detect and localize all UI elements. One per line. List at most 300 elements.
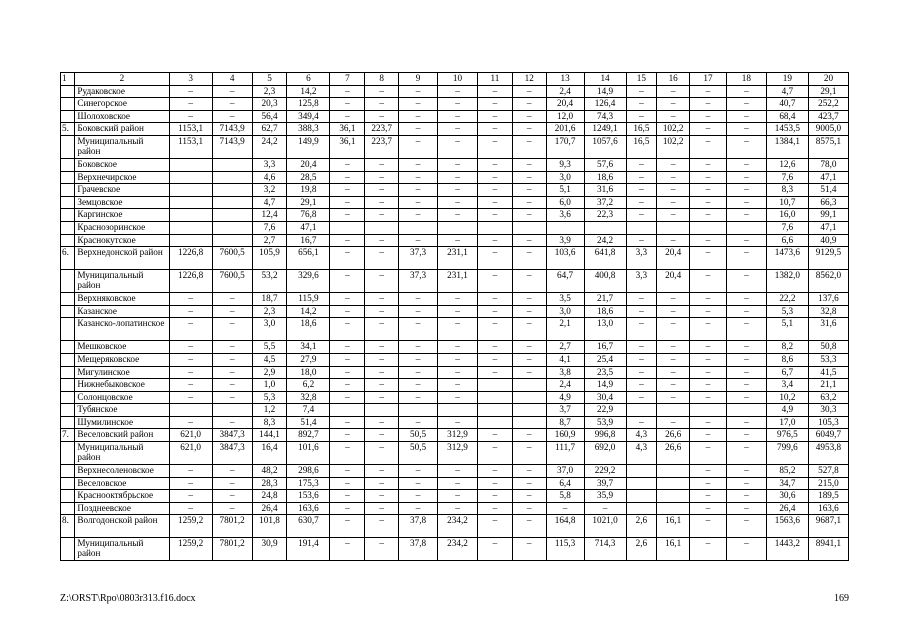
value-cell: 34,7 xyxy=(766,477,808,490)
value-cell: – xyxy=(330,110,365,123)
value-cell: 51,4 xyxy=(808,184,848,197)
value-cell: – xyxy=(657,209,690,222)
value-cell: – xyxy=(626,318,657,341)
value-cell: – xyxy=(626,341,657,354)
value-cell: 20,4 xyxy=(657,270,690,293)
value-cell: – xyxy=(477,341,512,354)
value-cell: 76,8 xyxy=(287,209,330,222)
value-cell: – xyxy=(626,85,657,98)
value-cell: 8,2 xyxy=(766,341,808,354)
value-cell xyxy=(438,221,478,234)
value-cell xyxy=(169,209,212,222)
value-cell: 2,3 xyxy=(252,305,287,318)
value-cell: 349,4 xyxy=(287,110,330,123)
value-cell: – xyxy=(212,85,252,98)
value-cell: 5,5 xyxy=(252,341,287,354)
value-cell xyxy=(512,416,546,429)
value-cell: – xyxy=(365,379,399,392)
value-cell: – xyxy=(438,85,478,98)
value-cell: – xyxy=(546,502,584,515)
value-cell: – xyxy=(399,416,438,429)
value-cell: 3,0 xyxy=(546,171,584,184)
value-cell xyxy=(657,404,690,417)
value-cell: – xyxy=(512,135,546,158)
value-cell: 37,2 xyxy=(584,196,626,209)
value-cell: 4,3 xyxy=(626,429,657,442)
value-cell: – xyxy=(657,318,690,341)
value-cell: 191,4 xyxy=(287,538,330,561)
value-cell: – xyxy=(512,490,546,503)
value-cell: 37,3 xyxy=(399,247,438,270)
value-cell: 234,2 xyxy=(438,538,478,561)
value-cell: 22,9 xyxy=(584,404,626,417)
value-cell xyxy=(330,221,365,234)
value-cell: – xyxy=(626,379,657,392)
row-number-cell xyxy=(61,404,75,417)
value-cell: 252,2 xyxy=(808,98,848,111)
value-cell: – xyxy=(477,196,512,209)
territory-name-cell: Краснокутское xyxy=(75,234,169,247)
data-table xyxy=(60,72,849,561)
column-number-cell: 7 xyxy=(330,73,365,86)
value-cell: – xyxy=(212,477,252,490)
value-cell: – xyxy=(477,442,512,465)
value-cell: – xyxy=(477,353,512,366)
row-number-cell xyxy=(61,221,75,234)
table-row xyxy=(61,366,849,379)
value-cell: 99,1 xyxy=(808,209,848,222)
value-cell: – xyxy=(330,85,365,98)
value-cell xyxy=(657,502,690,515)
value-cell: – xyxy=(330,209,365,222)
value-cell: – xyxy=(169,341,212,354)
value-cell: – xyxy=(626,171,657,184)
value-cell: 31,6 xyxy=(584,184,626,197)
value-cell: – xyxy=(726,429,766,442)
column-number-cell: 3 xyxy=(169,73,212,86)
territory-name-cell: Казанское xyxy=(75,305,169,318)
value-cell xyxy=(657,490,690,503)
value-cell: – xyxy=(212,502,252,515)
value-cell: – xyxy=(477,234,512,247)
value-cell: – xyxy=(330,429,365,442)
value-cell: 27,9 xyxy=(287,353,330,366)
value-cell: – xyxy=(584,502,626,515)
value-cell: – xyxy=(438,502,478,515)
value-cell: 6,2 xyxy=(287,379,330,392)
value-cell: 10,7 xyxy=(766,196,808,209)
value-cell: – xyxy=(512,305,546,318)
value-cell xyxy=(626,404,657,417)
value-cell: 7801,2 xyxy=(212,515,252,538)
value-cell: 714,3 xyxy=(584,538,626,561)
value-cell: 1453,5 xyxy=(766,123,808,136)
value-cell: – xyxy=(330,366,365,379)
value-cell: – xyxy=(399,209,438,222)
territory-name-cell: Краснозоринское xyxy=(75,221,169,234)
value-cell: – xyxy=(690,270,727,293)
value-cell: 170,7 xyxy=(546,135,584,158)
value-cell: – xyxy=(626,234,657,247)
value-cell: 20,4 xyxy=(657,247,690,270)
row-number-cell: 8. xyxy=(61,515,75,538)
value-cell: 74,3 xyxy=(584,110,626,123)
value-cell: – xyxy=(399,502,438,515)
value-cell: 2,1 xyxy=(546,318,584,341)
value-cell: 111,7 xyxy=(546,442,584,465)
value-cell: 12,0 xyxy=(546,110,584,123)
value-cell: 641,8 xyxy=(584,247,626,270)
value-cell: – xyxy=(365,391,399,404)
value-cell: 47,1 xyxy=(808,221,848,234)
value-cell: 126,4 xyxy=(584,98,626,111)
value-cell: 34,1 xyxy=(287,341,330,354)
value-cell: – xyxy=(657,366,690,379)
value-cell: 101,8 xyxy=(252,515,287,538)
value-cell xyxy=(212,184,252,197)
value-cell: – xyxy=(690,366,727,379)
value-cell: – xyxy=(212,98,252,111)
column-number-cell: 2 xyxy=(75,73,169,86)
row-number-cell xyxy=(61,341,75,354)
value-cell: – xyxy=(626,366,657,379)
row-number-cell xyxy=(61,234,75,247)
value-cell: 298,6 xyxy=(287,465,330,478)
value-cell: – xyxy=(512,85,546,98)
value-cell: – xyxy=(477,110,512,123)
value-cell: 36,1 xyxy=(330,123,365,136)
column-number-cell: 9 xyxy=(399,73,438,86)
value-cell: – xyxy=(365,305,399,318)
column-number-cell: 16 xyxy=(657,73,690,86)
value-cell: 3,3 xyxy=(626,270,657,293)
column-number-cell: 11 xyxy=(477,73,512,86)
table-row xyxy=(61,429,849,442)
value-cell: 19,8 xyxy=(287,184,330,197)
territory-name-cell: Верхнесоленовское xyxy=(75,465,169,478)
value-cell: – xyxy=(399,366,438,379)
value-cell: – xyxy=(657,293,690,306)
territory-name-cell: Муниципальный район xyxy=(75,270,169,293)
value-cell: – xyxy=(726,135,766,158)
value-cell: 976,5 xyxy=(766,429,808,442)
value-cell: – xyxy=(657,110,690,123)
value-cell: – xyxy=(626,305,657,318)
value-cell: 3,0 xyxy=(546,305,584,318)
column-number-cell: 20 xyxy=(808,73,848,86)
value-cell: – xyxy=(690,429,727,442)
value-cell: – xyxy=(330,502,365,515)
value-cell: 144,1 xyxy=(252,429,287,442)
row-number-cell xyxy=(61,538,75,561)
table-row xyxy=(61,305,849,318)
value-cell: 231,1 xyxy=(438,270,478,293)
value-cell: – xyxy=(438,196,478,209)
value-cell xyxy=(657,465,690,478)
value-cell: 16,1 xyxy=(657,538,690,561)
value-cell: – xyxy=(726,442,766,465)
value-cell: – xyxy=(399,379,438,392)
value-cell: 21,7 xyxy=(584,293,626,306)
value-cell: 6,7 xyxy=(766,366,808,379)
value-cell: 1,2 xyxy=(252,404,287,417)
value-cell: – xyxy=(690,184,727,197)
value-cell xyxy=(512,379,546,392)
territory-name-cell: Муниципальный район xyxy=(75,538,169,561)
value-cell: – xyxy=(477,538,512,561)
value-cell: – xyxy=(512,429,546,442)
value-cell: 7143,9 xyxy=(212,135,252,158)
value-cell xyxy=(365,221,399,234)
value-cell: – xyxy=(657,353,690,366)
value-cell: – xyxy=(726,416,766,429)
value-cell: 5,1 xyxy=(766,318,808,341)
value-cell: – xyxy=(212,391,252,404)
value-cell: 37,8 xyxy=(399,515,438,538)
column-number-cell: 14 xyxy=(584,73,626,86)
value-cell: – xyxy=(726,270,766,293)
value-cell: – xyxy=(626,391,657,404)
value-cell: 3,9 xyxy=(546,234,584,247)
column-number-cell: 10 xyxy=(438,73,478,86)
table-row xyxy=(61,379,849,392)
value-cell: – xyxy=(690,379,727,392)
value-cell: – xyxy=(477,98,512,111)
table-row xyxy=(61,247,849,270)
value-cell xyxy=(690,221,727,234)
value-cell: – xyxy=(365,538,399,561)
value-cell: – xyxy=(512,502,546,515)
column-number-cell: 1 xyxy=(61,73,75,86)
value-cell: – xyxy=(726,305,766,318)
value-cell: – xyxy=(330,247,365,270)
value-cell: 1259,2 xyxy=(169,515,212,538)
value-cell: 51,4 xyxy=(287,416,330,429)
value-cell: 102,2 xyxy=(657,135,690,158)
value-cell: 7,6 xyxy=(766,171,808,184)
row-number-cell xyxy=(61,318,75,341)
value-cell: 14,9 xyxy=(584,85,626,98)
territory-name-cell: Позднеевское xyxy=(75,502,169,515)
value-cell: 149,9 xyxy=(287,135,330,158)
value-cell xyxy=(477,404,512,417)
value-cell: – xyxy=(438,490,478,503)
value-cell: – xyxy=(512,171,546,184)
value-cell: – xyxy=(212,341,252,354)
value-cell: – xyxy=(399,318,438,341)
value-cell: – xyxy=(330,379,365,392)
value-cell: 4,9 xyxy=(766,404,808,417)
value-cell: – xyxy=(477,515,512,538)
value-cell: – xyxy=(690,196,727,209)
value-cell: – xyxy=(477,465,512,478)
value-cell: 1259,2 xyxy=(169,538,212,561)
value-cell: 1021,0 xyxy=(584,515,626,538)
value-cell: – xyxy=(365,234,399,247)
value-cell: – xyxy=(330,442,365,465)
value-cell: – xyxy=(657,85,690,98)
value-cell: – xyxy=(438,110,478,123)
value-cell: 53,9 xyxy=(584,416,626,429)
value-cell: 3,0 xyxy=(252,318,287,341)
table-row xyxy=(61,465,849,478)
value-cell: – xyxy=(726,123,766,136)
value-cell: 1384,1 xyxy=(766,135,808,158)
value-cell: – xyxy=(399,135,438,158)
value-cell: 892,7 xyxy=(287,429,330,442)
value-cell: 621,0 xyxy=(169,429,212,442)
value-cell: – xyxy=(399,110,438,123)
value-cell: 18,0 xyxy=(287,366,330,379)
value-cell: 3847,3 xyxy=(212,429,252,442)
table-row xyxy=(61,490,849,503)
value-cell: 1443,2 xyxy=(766,538,808,561)
value-cell: 3,7 xyxy=(546,404,584,417)
row-number-cell xyxy=(61,416,75,429)
value-cell: – xyxy=(330,318,365,341)
value-cell: 5,1 xyxy=(546,184,584,197)
value-cell: – xyxy=(626,416,657,429)
value-cell: – xyxy=(657,158,690,171)
value-cell: – xyxy=(690,515,727,538)
value-cell: 50,5 xyxy=(399,442,438,465)
value-cell: 22,2 xyxy=(766,293,808,306)
value-cell xyxy=(399,221,438,234)
value-cell: 12,6 xyxy=(766,158,808,171)
value-cell: 26,4 xyxy=(766,502,808,515)
value-cell: – xyxy=(438,341,478,354)
table-row xyxy=(61,85,849,98)
value-cell xyxy=(512,404,546,417)
value-cell: – xyxy=(365,270,399,293)
value-cell: – xyxy=(365,477,399,490)
value-cell: – xyxy=(365,209,399,222)
value-cell: 388,3 xyxy=(287,123,330,136)
value-cell: – xyxy=(169,110,212,123)
table-row xyxy=(61,184,849,197)
value-cell: – xyxy=(399,341,438,354)
table-row xyxy=(61,416,849,429)
value-cell: – xyxy=(726,366,766,379)
value-cell: 68,4 xyxy=(766,110,808,123)
value-cell xyxy=(477,391,512,404)
value-cell: 9687,1 xyxy=(808,515,848,538)
value-cell: 102,2 xyxy=(657,123,690,136)
value-cell: – xyxy=(512,318,546,341)
territory-name-cell: Веселовский район xyxy=(75,429,169,442)
value-cell: – xyxy=(438,391,478,404)
value-cell xyxy=(169,158,212,171)
value-cell: – xyxy=(212,353,252,366)
value-cell: 64,7 xyxy=(546,270,584,293)
value-cell: – xyxy=(477,209,512,222)
value-cell: – xyxy=(330,184,365,197)
value-cell: 30,6 xyxy=(766,490,808,503)
value-cell: – xyxy=(438,318,478,341)
value-cell: – xyxy=(399,158,438,171)
value-cell: 14,2 xyxy=(287,85,330,98)
value-cell: – xyxy=(330,171,365,184)
row-number-cell xyxy=(61,465,75,478)
column-number-cell: 19 xyxy=(766,73,808,86)
value-cell: – xyxy=(169,477,212,490)
table-row xyxy=(61,353,849,366)
value-cell: – xyxy=(512,442,546,465)
value-cell: 996,8 xyxy=(584,429,626,442)
value-cell: 4,6 xyxy=(252,171,287,184)
column-number-cell: 15 xyxy=(626,73,657,86)
value-cell: – xyxy=(399,98,438,111)
value-cell: – xyxy=(626,293,657,306)
value-cell: 3,5 xyxy=(546,293,584,306)
value-cell: – xyxy=(365,429,399,442)
value-cell: 63,2 xyxy=(808,391,848,404)
value-cell: 4,5 xyxy=(252,353,287,366)
value-cell xyxy=(726,221,766,234)
value-cell: 7600,5 xyxy=(212,247,252,270)
table-row xyxy=(61,135,849,158)
value-cell: – xyxy=(477,477,512,490)
table-row xyxy=(61,171,849,184)
value-cell: 16,4 xyxy=(252,442,287,465)
value-cell: – xyxy=(690,234,727,247)
value-cell: – xyxy=(365,318,399,341)
value-cell: – xyxy=(399,293,438,306)
value-cell: – xyxy=(477,158,512,171)
value-cell: – xyxy=(365,247,399,270)
territory-name-cell: Верхнечирское xyxy=(75,171,169,184)
territory-name-cell: Муниципальный район xyxy=(75,135,169,158)
value-cell: – xyxy=(726,379,766,392)
value-cell: 1249,1 xyxy=(584,123,626,136)
value-cell: – xyxy=(365,353,399,366)
value-cell: – xyxy=(657,171,690,184)
value-cell: 47,1 xyxy=(808,171,848,184)
value-cell: – xyxy=(438,293,478,306)
value-cell xyxy=(626,502,657,515)
value-cell: 423,7 xyxy=(808,110,848,123)
value-cell: – xyxy=(690,85,727,98)
value-cell: 3,3 xyxy=(626,247,657,270)
row-number-cell xyxy=(61,490,75,503)
value-cell: 234,2 xyxy=(438,515,478,538)
value-cell: 223,7 xyxy=(365,123,399,136)
value-cell: – xyxy=(438,305,478,318)
value-cell: 26,6 xyxy=(657,442,690,465)
header-row xyxy=(61,73,849,86)
value-cell: 4,3 xyxy=(626,442,657,465)
value-cell: 799,6 xyxy=(766,442,808,465)
territory-name-cell: Синегорское xyxy=(75,98,169,111)
value-cell: – xyxy=(477,171,512,184)
value-cell: – xyxy=(626,184,657,197)
row-number-cell xyxy=(61,171,75,184)
territory-name-cell: Казанско-лопатинское xyxy=(75,318,169,341)
territory-name-cell: Мешковское xyxy=(75,341,169,354)
value-cell: 35,9 xyxy=(584,490,626,503)
value-cell: 7801,2 xyxy=(212,538,252,561)
value-cell: – xyxy=(726,171,766,184)
value-cell: 8575,1 xyxy=(808,135,848,158)
value-cell: – xyxy=(438,379,478,392)
column-number-cell: 17 xyxy=(690,73,727,86)
value-cell: – xyxy=(169,502,212,515)
territory-name-cell: Шолоховское xyxy=(75,110,169,123)
value-cell: – xyxy=(626,158,657,171)
value-cell: 9129,5 xyxy=(808,247,848,270)
value-cell xyxy=(626,221,657,234)
value-cell: – xyxy=(330,515,365,538)
